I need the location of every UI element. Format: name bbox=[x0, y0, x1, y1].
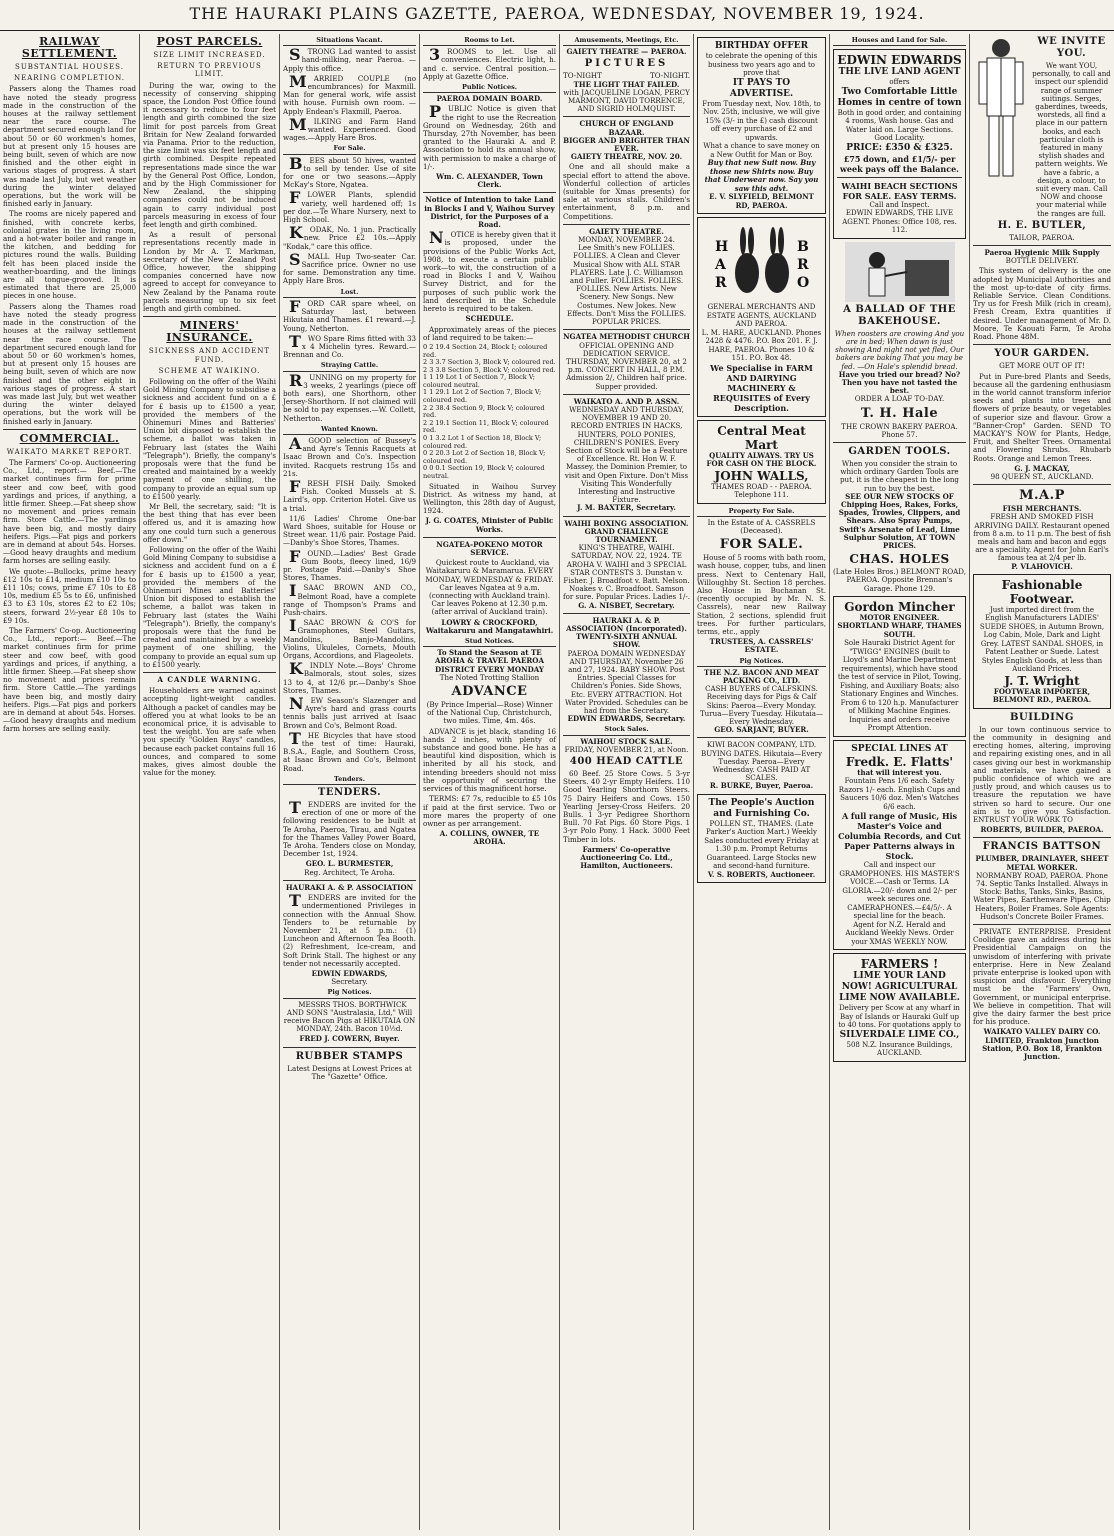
bazaar-text: One and all should make a special effort to attend the above. Wonderful collection of articles (suitable for Xmas presents) for sale at various stalls. Children's entertainment, 8 p.m. and Competitions. bbox=[563, 162, 690, 221]
ad-text: Both in good order, and containing 4 rooms, Wash house. Gas and Water laid on. Large Sections. Good Locality. bbox=[837, 108, 962, 143]
classified-heading: Wanted Known. bbox=[283, 425, 416, 435]
film-title: THE LIGHT THAT FAILED. bbox=[573, 79, 680, 89]
bacon-title: THE N.Z. BACON AND MEAT PACKING CO., LTD. bbox=[704, 667, 819, 685]
headline-railway: RAILWAY SETTLEMENT. bbox=[21, 35, 118, 60]
ad-text: QUALITY ALWAYS. TRY US FOR CASH ON THE BLOCK. bbox=[706, 450, 817, 468]
enterprise-text: PRIVATE ENTERPRISE. President Coolidge gave an address during his Presidential Campaign on the unwisdom of interfering with private enterprise. Here in New Zealand private enterprise is looked upon with suspicion and disfavour. Everything must be the "Farmers' Own, Government, or municipal enterprise. We believe in competition. That will give the dairy farmer the best price for his produce. bbox=[973, 927, 1111, 1027]
mincher-ad bbox=[833, 596, 966, 737]
stock-date: FRIDAY, NOVEMBER 21, at Noon. bbox=[564, 744, 689, 754]
baker-name: T. H. Hale bbox=[860, 405, 939, 421]
mackay-address: 98 QUEEN ST., AUCKLAND. bbox=[990, 471, 1094, 481]
article-text: Mr Bell, the secretary, said: "It is the best thing that has ever been offered us, and it is amazing how any one could turn such a generous offer down." bbox=[143, 501, 276, 544]
milk-title: Paeroa Hygienic Milk Supply bbox=[984, 248, 1100, 258]
ad-text: Two Comfortable Little Homes in centre of town bbox=[837, 86, 962, 108]
signature: J. G. COATES, Minister of Public Works. bbox=[425, 516, 554, 534]
svg-text:R: R bbox=[714, 275, 727, 291]
holes-address: (Late Holes Bros.) BELMONT ROAD, PAEROA. Opposite Brennan's Garage. Phone 129. bbox=[833, 567, 966, 593]
ad-text: What a chance to save money on a New Outfit for Man or Boy. bbox=[703, 142, 820, 159]
divider bbox=[973, 344, 1111, 345]
classified-ad: RUNNING on my property for 3 weeks, 2 yearlings (piece off both ears), one Shorthorn, other Jersey-Shorthorn. If not claimed will be sold to pay expenses.—W. Collett, Netherton. bbox=[283, 370, 416, 423]
classified-heading: Stud Notices. bbox=[423, 637, 556, 647]
signature: J. M. BAXTER, Secretary. bbox=[577, 503, 676, 513]
classified-ad: TENDERS are invited for the undermentioned Privileges in connection with the Annual Show. Tenders to be returnable by November 21, at 5 p.m.: (1) Luncheon and Afternoon Tea Booth. (2) Refreshment, Ice-cream, and Soft Drink Stall. The highest or any tender not necessarily accepted. bbox=[283, 891, 416, 968]
article-text: The Farmers' Co-op. Auctioneering Co., Ltd., report:— Beef.—The market continues firm for prime steer and cow beef, with good yardings and prices, if anything, a little firmer. Sheep.—Fat sheep show no movement and prices remain firm. Store Cattle.—The yardings have been big, and mostly dairy heifers. Pigs.—Fat pigs and porkers are in demand at about 54s. Horses.—Good heavy draughts and medium farm horses are selling easily. bbox=[3, 457, 136, 566]
ad-text: Agent for N.Z. Herald and Auckland Weekly News. Order your XMAS WEEKLY NOW. bbox=[845, 920, 954, 946]
ad-text: Call and inspect our GRAMOPHONES. HIS MASTER'S VOICE.—Cash or Terms. LA GLORIA.—20/- down and 2/- per week secures one. CAMERAPHONES.—£4/5/-. A special line for the beach. bbox=[839, 861, 960, 921]
classified-heading: Amusements, Meetings, Etc. bbox=[563, 36, 690, 46]
classified-heading: Pig Notices. bbox=[697, 657, 826, 667]
public-notice: PUBLIC Notice is given that the right to use the Recreation Ground on Wednesday, 26th and Thursday, 27th November, has been granted to the Hauraki A. and P. Association to hold its annual show, with permission to make a charge of 1/-. bbox=[423, 102, 556, 171]
article-text: The rooms are nicely papered and finished, with concrete kerbs, colonial grates in the living room, and a hot-water boiler and range in the kitchen, and bedding for pictures round the walls. Building felt has been placed inside the weather-boarding, and the linings are all tongue-grooved. It is estimated that there are 25,000 pieces in one house. bbox=[3, 209, 136, 301]
follies-date: MONDAY, NOVEMBER 24. bbox=[578, 235, 675, 245]
classified-ad: 3ROOMS to let. Use all conveniences. Electric light, h. and c. service. Central position.—Apply at Gazette Office. bbox=[423, 45, 556, 81]
plumber-sub: PLUMBER, DRAINLAYER, SHEET METAL WORKER. bbox=[975, 854, 1109, 872]
for-sale-title: FOR SALE. bbox=[719, 537, 804, 553]
ballad-text: ORDER A LOAF TO-DAY. bbox=[854, 394, 945, 404]
ad-title: Central Meat Mart bbox=[717, 423, 806, 452]
ad-title: Gordon Mincher bbox=[844, 599, 955, 614]
ad-title: Fashionable Footwear. bbox=[1001, 577, 1083, 606]
garden-tools-title: GARDEN TOOLS. bbox=[848, 445, 951, 457]
garden-title: YOUR GARDEN. bbox=[994, 348, 1090, 360]
ad-text: Sole Hauraki District Agent for "TWIGG" ENGINES (built to Lloyd's and Marine Department requirements), which have stood the test of service in Pilot, Towing, Fishing, and Auxiliary Boats; also Stationary Engines and Winches. From 6 to 120 h.p. Manufacturer of Milking Machine Engines. Inquiries and orders receive Prompt Attention. bbox=[837, 639, 962, 733]
stock-list: 60 Beef. 25 Store Cows. 5 3-yr Steers. 40 2-yr Empty Heifers. 110 Good Yearling Shorthorn Steers. 75 Dairy Heifers and Cows. 150 Yearling Jersey-Cross Heifers. 20 Bulls. 1 3-yr Pedigree Shorthorn Bull. 70 Fat Pigs. 60 Store Pigs. 1 3-yr Polo Pony. 1 Hack. 3000 Feet Timber in lots. bbox=[563, 769, 690, 844]
assoc-title: HAURAKI A. & P. ASSOCIATION bbox=[285, 882, 414, 892]
bazaar-title: CHURCH OF ENGLAND BAZAAR. bbox=[579, 119, 674, 137]
ad-title: J. T. Wright bbox=[1004, 673, 1080, 688]
ad-text: POLLEN ST., THAMES. (Late Parker's Auction Mart.) Weekly Sales conducted every Friday at 1.30 p.m. Prompt Returns Guaranteed. Large Stocks new and second-hand furniture. bbox=[704, 819, 819, 871]
ad-text: We Specialise in FARM AND DAIRYING MACHINERY & REQUISITES of Every Description. bbox=[710, 362, 813, 413]
church-text: OFFICIAL OPENING AND DEDICATION SERVICE. bbox=[579, 340, 674, 358]
ad-text: FOOTWEAR IMPORTER, BELMONT RD., PAEROA. bbox=[992, 686, 1092, 705]
boxing-title: WAIHI BOXING ASSOCIATION. bbox=[564, 518, 689, 528]
classified-ad: 11/6 Ladies' Chrome One-bar Ward Shoes, suitable for House or Street wear. 11/6 pair. Postage Paid.—Danby's Shoe Stores, Thames. bbox=[283, 513, 416, 548]
divider bbox=[423, 537, 556, 538]
ad-text: THAMES ROAD - - PAEROA. Telephone 111. bbox=[711, 482, 812, 499]
divider bbox=[143, 672, 276, 673]
article-text: During the war, owing to the necessity of conserving shipping space, the London Post Office found it necessary to reduce to four feet length and girth combined the size limit for post parcels from Great Britain for New Zealand forwarded via Panama. Prior to the reduction, the size limit was six feet length and girth combined. Despite repeated representations made since the war by the General Post Office, London, and by the High Commissioner for New Zealand, the shipping companies could not be induced again to carry individual post parcels measuring in excess of four feet length and girth combined. bbox=[143, 80, 276, 230]
article-text: Passers along the Thames road have noted the steady progress made in the construction of the houses at the railway settlement near the race course. The department secured enough land for about 50 or 60 workmen's homes, but at present only 15 houses are being built, seven of which are now finished and the other eight in various stages of progress. A start was made last July, but wet weather during the winter delayed operations, but the work will be finished early in January. bbox=[3, 301, 136, 426]
classified-ad: AGOOD selection of Bussey's and Ayre's Tennis Racquets at Isaac Brown and Co's. Inspection invited. Racquets restrung 15s and 21s. bbox=[283, 433, 416, 478]
tailor-address: TAILOR, PAEROA. bbox=[1009, 232, 1075, 242]
ad-title: FARMERS ! bbox=[860, 957, 939, 972]
mackay-name: G. J. MACKAY, bbox=[1014, 463, 1070, 473]
public-notice: NOTICE is hereby given that it is proposed, under the provisions of the Public Works Act, 1908, to execute a certain public work—to wit, the construction of a road in Blocks I and V, Waihou Survey District, and for the purposes of such public work the land described in the Schedule hereto is required to be taken. bbox=[423, 228, 556, 314]
film-cast: with JACQUELINE LOGAN, PERCY MARMONT, DAVID TORRENCE, AND SIGRID HOLMQUIST. bbox=[563, 87, 690, 114]
classified-ad: SMALL Hup Two-seater Car. Sacrifice price. Owner no use for same. Demonstration any time. Apply Hare Bros. bbox=[283, 249, 416, 286]
ad-title: EDWIN EDWARDS bbox=[837, 53, 962, 68]
classified-ad: ISAAC BROWN AND CO., Belmont Road, have a complete range of Thompson's Prams and Push-chairs. bbox=[283, 581, 416, 617]
headline-post-parcels: POST PARCELS. bbox=[156, 35, 263, 48]
divider bbox=[423, 192, 556, 193]
classified-heading: Tenders. bbox=[283, 775, 416, 785]
ad-title: JOHN WALLS, bbox=[714, 468, 809, 483]
map-sign: P. VLAHOVICH. bbox=[1011, 561, 1073, 571]
ad-sign: E. V. SLYFIELD, BELMONT RD, PAEROA. bbox=[709, 192, 814, 210]
schedule-title: SCHEDULE. bbox=[465, 314, 514, 324]
ad-text: £75 down, and £1/5/- per week pays off the Balance. bbox=[840, 153, 959, 174]
kiwi-text: KIWI BACON COMPANY, LTD. BUYING DATES. Hikutaia—Every Tuesday. Paeroa—Every Wednesday. CASH PAID AT SCALES. bbox=[700, 740, 823, 783]
divider bbox=[973, 484, 1111, 485]
classified-ad: MILKING and Farm Hand wanted. Experienced. Good wages.—Apply Hare Bros. bbox=[283, 114, 416, 143]
column-1 bbox=[0, 34, 140, 1530]
svg-text:R: R bbox=[796, 257, 809, 273]
map-text: FRESH AND SMOKED FISH ARRIVING DAILY. Restaurant opened from 8 a.m. to 11 p.m. The best of fish meals and ham and bacon and eggs are a speciality. Agent for John Earl's famous tea at 2/4 per lb. bbox=[973, 512, 1111, 563]
svg-text:H: H bbox=[714, 239, 728, 255]
classified-heading: Situations Vacant. bbox=[283, 36, 416, 46]
signature: G. A. NISBET, Secretary. bbox=[578, 600, 675, 610]
theatre-title: GAIETY THEATRE — PAEROA. bbox=[566, 47, 687, 57]
subhead: RETURN TO PREVIOUS LIMIT. bbox=[157, 62, 262, 79]
estate-text: House of 5 rooms with bath room, wash house, copper, tubs, and linen press. Next to Centenary Hall, Willoughby St. Section 18 perches. Also House in Buchanan St. (recently occupied by Mr. N. S. Cassrels), near new Railway Station, 2 sections, splendid fruit trees. For further particulars, terms, etc., apply bbox=[697, 553, 826, 636]
classified-ad: KODAK, No. 1 jun. Practically new. Price £2 10s.—Apply "Kodak," care this office. bbox=[283, 223, 416, 251]
enterprise-sign: WAIKATO VALLEY DAIRY CO. LIMITED, Frankton Junction Station, P.O. Box 18, Frankton Junction. bbox=[982, 1027, 1102, 1062]
classified-heading: Public Notices. bbox=[423, 83, 556, 93]
subhead: SIZE LIMIT INCREASED. bbox=[153, 51, 266, 59]
headline-commercial: COMMERCIAL. bbox=[19, 431, 120, 445]
schedule-row: 0 2 20.3 Lot 2 of Section 18, Block V; coloured red. bbox=[423, 449, 546, 465]
ad-sign: V. S. ROBERTS, Auctioneer. bbox=[707, 869, 816, 879]
divider bbox=[973, 924, 1111, 925]
ballad-text: When roosters are crowing And you are in bed; When dawn is just showing And night not yet fled, Our bakers are baking That you may be fed. —On Hale's splendid bread. bbox=[834, 328, 965, 371]
ad-text: MOTOR ENGINEER. SHORTLAND WHARF, THAMES SOUTH. bbox=[837, 612, 962, 639]
article-text: We quote:—Bullocks, prime heavy £12 10s to £14, medium £10 10s to £11 10s; cows, prime £7 10s to £8 10s, medium £5 5s to £6, unfinished £3 to £3 10s, stores £2 to £2 10s; steers, forward 2½-year £8 10s to £9 10s. bbox=[3, 566, 136, 625]
subhead: SUBSTANTIAL HOUSES. bbox=[15, 63, 124, 71]
ballad-title: A BALLAD OF THE BAKEHOUSE. bbox=[843, 303, 956, 327]
ad-text: LIME YOUR LAND NOW! AGRICULTURAL LIME NOW AVAILABLE. bbox=[839, 971, 960, 1004]
ad-text: We want YOU, personally, to call and inspect our splendid range of summer suitings. Serges, gaberdines, tweeds, worsteds, all find a place in our pattern books, and each particular cloth is featured in many stylish shades and pattern weights. We have a fabric, a design, a colour, to suit every man. Call NOW and choose your material while the ranges are full. bbox=[1032, 61, 1111, 218]
classified-ad: STRONG Lad wanted to assist hand-milking, near Paeroa. —Apply this office. bbox=[283, 45, 416, 73]
bacon-text: CASH BUYERS of CALFSKINS. Receiving days for Pigs & Calf Skins: Paeroa—Every Monday. Turua—Every Tuesday. Hikutaia—Every Wednesday. bbox=[699, 684, 824, 726]
signature: R. BURKE, Buyer, Paeroa. bbox=[709, 781, 814, 791]
divider bbox=[833, 442, 966, 443]
schedule-row: 0 1 3.2 Lot 1 of Section 18, Block V; coloured red. bbox=[423, 434, 542, 450]
classified-ad: KINDLY Note.—Boys' Chrome Balmorals, stout soles, sizes 13 to 4, at 12/6 pr.—Danby's Shoe Stores, Thames. bbox=[283, 659, 416, 695]
classified-heading: Straying Cattle. bbox=[283, 361, 416, 371]
classified-heading: Stock Sales. bbox=[563, 725, 690, 735]
divider bbox=[563, 116, 690, 117]
tailor-name: H. E. BUTLER, bbox=[997, 219, 1087, 231]
estate-text: In the Estate of A. CASSRELS (Deceased). bbox=[707, 517, 816, 535]
stud-text: ADVANCE is jet black, standing 16 hands 2 inches, with plenty of substance and good bone. He has a beautiful kind disposition, which is inherited by all his stock, and intending breeders should not miss the opportunity of securing the services of this magnificent horse. bbox=[423, 726, 556, 794]
classified-heading: Lost. bbox=[283, 288, 416, 298]
classified-ad: FLOWER Plants, splendid variety, well hardened off; 1s per doz.—Te Whare Nursery, next to High School. bbox=[283, 188, 416, 225]
show-title: HAURAKI A. & P. ASSOCIATION (Incorporated). bbox=[566, 615, 687, 633]
follies-text: Lee Smith's new FOLLIES. FOLLIES. A Clean and Clever Musical Show with ALL STAR PLAYERS. Late J. C. Williamson and Fuller. FOLLIES. FOLLIES. FOLLIES. New Artists. New Scenery. New Songs. New Costumes. New Jokes. New Effects. Don't Miss the FOLLIES. POPULAR PRICES. bbox=[567, 243, 686, 327]
article-text: Householders are warned against accepting light-weight candles. Although a packet of candles may be offered you at what looks to be an economical price, it is advisable to test the weight. You are safe when you specify "Golden Rays" candles, because each packet contains full 16 ounces, and compared to some makes, gives almost double the value for the money. bbox=[143, 686, 276, 778]
ad-text: WAIHI BEACH SECTIONS FOR SALE. EASY TERMS. bbox=[841, 180, 958, 201]
garden-sub: GET MORE OUT OF IT! bbox=[999, 361, 1085, 371]
column-7 bbox=[830, 34, 970, 1530]
subhead: WAIKATO MARKET REPORT. bbox=[6, 447, 133, 456]
show-text: PAEROA DOMAIN WEDNESDAY AND THURSDAY, November 26 and 27, 1924. BABY SHOW. Post Entries. Special Classes for Children's Ponies. Side Shows, Etc. EVERY ATTRACTION. Hot Water Provided. Schedules can be had from the Secretary. bbox=[565, 648, 688, 716]
ad-title: THE LIVE LAND AGENT bbox=[838, 67, 961, 78]
article-text: As a result of personal representations recently made in London by Mr A. T. Markman, secretary of the New Zealand Post Office, however, the shipping companies concerned have now agreed to accept for conveyance to New Zealand by the Panama route parcels measuring up to six feet length and girth combined. bbox=[143, 230, 276, 314]
ad-price: PRICE: £350 & £325. bbox=[846, 142, 953, 153]
map-sub: FISH MERCHANTS. bbox=[1002, 504, 1082, 514]
signature: Secretary. bbox=[331, 977, 368, 987]
column-2 bbox=[140, 34, 280, 1530]
divider bbox=[697, 737, 826, 738]
garden-text: Put in Pure-bred Plants and Seeds, because all the gardening enthusiasm in the world cannot transform inferior seeds and plants into trees and flowers of prize beauty, or vegetables of superior size and flavour. Grow a "Banner-Crop" Garden. SEND TO MACKAY'S NOW for Plants, Hedge, Fruit, and Shelter Trees. Ornamental and Flowering Shrubs. Rhubarb Roots. Orange and Lemon Trees. bbox=[973, 371, 1111, 463]
masthead: THE HAURAKI PLAINS GAZETTE, PAEROA, WEDNESDAY, NOVEMBER 19, 1924. bbox=[0, 4, 1114, 31]
classified-heading: Pig Notices. bbox=[283, 988, 416, 998]
schedule-row: 2 3 3.8 Section 5, Block V; coloured red. bbox=[423, 365, 556, 374]
divider bbox=[283, 1047, 416, 1048]
subhead: SCHEME AT WAIKINO. bbox=[158, 366, 261, 375]
column-3 bbox=[280, 34, 420, 1530]
show-text: TWENTY-SIXTH ANNUAL SHOW. bbox=[575, 632, 678, 650]
ad-text: Delivery per Scow at any wharf in Bay of Islands or Hauraki Gulf up to 40 tons. For quotations apply to bbox=[838, 1004, 961, 1030]
signature: Reg. Architect, Te Aroha. bbox=[304, 867, 395, 877]
svg-text:O: O bbox=[796, 275, 809, 291]
plumber-name: FRANCIS BATTSON bbox=[982, 841, 1102, 853]
map-title: M.A.P bbox=[1019, 488, 1065, 504]
ad-text: IT PAYS TO ADVERTISE. bbox=[729, 77, 794, 99]
baker-illustration bbox=[845, 242, 955, 302]
divider bbox=[973, 837, 1111, 838]
subhead: SICKNESS AND ACCIDENT FUND. bbox=[148, 347, 271, 364]
classified-ad: TENDERS are invited for the erection of one or more of the following residences to be built at Te Aroha, Paeroa, Tirau, and Ngatea for the Thames Valley Power Board, Te Aroha. Tenders close on Monday, December 1st, 1924. bbox=[283, 798, 416, 859]
ad-text: Just imported direct from the English Manufacturers LADIES' SUEDE SHOES, in Autumn Brown, Log Cabin, Mole, Dark and Light Grey. LATEST SANDAL SHOES, in Patent Leather or Suede. Latest Styles English Goods, at less than Auckland Prices. bbox=[979, 605, 1105, 674]
ad-text: offers bbox=[889, 78, 910, 87]
lime-ad bbox=[833, 953, 966, 1062]
building-sign: ROBERTS, BUILDER, PAEROA. bbox=[980, 825, 1104, 835]
ad-text: L. M. HARE, AUCKLAND. Phones 2428 & 4476. P.O. Box 201. F. J. HARE, PAEROA. Phones 10 & 151. P.O. Box 48. bbox=[701, 328, 822, 362]
footwear-ad bbox=[973, 574, 1111, 709]
baker-address: THE CROWN BAKERY PAEROA. Phone 57. bbox=[841, 421, 958, 439]
column-8 bbox=[970, 34, 1114, 1530]
follies-title: GAIETY THEATRE. bbox=[589, 226, 664, 236]
ad-text: GENERAL MERCHANTS AND ESTATE AGENTS, AUCKLAND AND PAEROA. bbox=[706, 303, 817, 328]
ad-text: SPECIAL LINES AT bbox=[851, 743, 948, 754]
ad-text: From Tuesday next, Nov. 18th, to Nov. 25th, inclusive, we will give 15% (3/- in the £) cash discount off every purchase of £2 and upwards. bbox=[702, 99, 821, 142]
ad-title: Fredk. E. Flatts' bbox=[845, 754, 954, 769]
classified-ad: BEES about 50 hives, wanted to sell by tender. Use of site for one or two seasons.—Apply McKay's Store, Ngatea. bbox=[283, 153, 416, 190]
schedule-row: 2 2 38.4 Section 9, Block V; coloured red. bbox=[423, 403, 545, 420]
ad-text: 508 N.Z. Insurance Buildings, AUCKLAND. bbox=[846, 1040, 953, 1058]
signature: EDWIN EDWARDS, bbox=[311, 968, 388, 978]
show-text: RECORD ENTRIES IN HACKS, HUNTERS, POLO PONIES, CHILDREN'S PONIES. Every Section of Stock will be a Feature of Excellence. Rt. Hon W. F. Massey, the Dominion Premier, to visit and Open Fixture. Don't Miss Visiting This Wonderfully Interesting and Instructive Fixture. bbox=[564, 421, 689, 505]
divider bbox=[563, 613, 690, 614]
signature: EDWIN EDWARDS, Secretary. bbox=[567, 714, 686, 724]
ad-title: SILVERDALE LIME CO., bbox=[839, 1029, 960, 1040]
building-title: BUILDING bbox=[1010, 711, 1074, 723]
schedule-row: 1 1 19 Lot 1 of Section 7, Block V; coloured neutral. bbox=[423, 373, 535, 389]
divider bbox=[837, 177, 962, 178]
classified-ad: NEW Season's Slazenger and Ayre's hard and grass courts tennis balls just arrived at Isaac Brown and Co's, Belmont Road. bbox=[283, 694, 416, 730]
signature: GEO. L. BURMESTER, bbox=[305, 859, 394, 869]
bazaar-text: GAIETY THEATRE, NOV. 20. bbox=[570, 152, 683, 162]
classified-heading: Rooms to Let. bbox=[423, 36, 556, 46]
ad-text: to celebrate the opening of this business two years ago and to prove that bbox=[705, 52, 818, 77]
church-title: NGATEA METHODIST CHURCH bbox=[563, 332, 690, 342]
motor-service-text: Quickest route to Auckland, via Waitakaruru & Maramarua. EVERY MONDAY, WEDNESDAY & FRIDAY. Car leaves Ngatea at 9 a.m. (connecting with Auckland train). Car leaves Pokeno at 12.30 p.m. (after arrival of Auckland train). bbox=[425, 558, 554, 617]
article-text: Passers along the Thames road have noted the steady progress made in the construction of the houses at the railway settlement near the race course. The department secured enough land for about 50 or 60 workmen's homes, but at present only 15 houses are being built, seven of which are now finished and the other eight in various stages of progress. A start was made last July, but wet weather during the winter delayed operations, but the work will be finished early in January. bbox=[3, 84, 136, 209]
stock-head: 400 HEAD CATTLE bbox=[569, 756, 684, 768]
rubber-stamps: RUBBER STAMPS bbox=[295, 1050, 404, 1062]
ballad-text: Have you tried our bread? No? Then you have not tasted the best. bbox=[838, 369, 961, 396]
stud-text: To Stand the Season at TE AROHA & TRAVEL PAEROA DISTRICT EVERY MONDAY bbox=[435, 648, 544, 674]
article-text: The Farmers' Co-op. Auctioneering Co., Ltd., report:— Beef.—The market continues firm for prime steer and cow beef, with good yardings and prices, if anything, a little firmer. Sheep.—Fat sheep show no movement and prices remain firm. Store Cattle.—The yardings have been big, and mostly dairy heifers. Pigs.—Fat pigs and porkers are in demand at about 54s. Horses.—Good heavy draughts and medium farm horses are selling easily. bbox=[3, 626, 136, 734]
tailor-ad bbox=[973, 34, 1111, 218]
plumber-text: NORMANBY ROAD, PAEROA. Phone 74. Septic Tanks Installed. Always in Stock: Baths, Tanks, Sinks, Basins, Water Pipes, Earthenware Pipes, Chip Heaters, Boiler Frames. Sole Agents: Hudson's Concrete Boiler Frames. bbox=[973, 870, 1111, 921]
stallion-name: ADVANCE bbox=[451, 684, 528, 700]
article-text: Following on the offer of the Waihi Gold Mining Company to subsidise a sickness and accident fund on a £ for £ basis up to £1500 a year, provided the members of the Ohinemuri Mines and Batteries' Union bit disposed to establish the scheme, a ballot was taken in February last (states the Waihi "Telegraph"). Briefly, the company's proposals were that the fund be created and maintained by a weekly payment of one shilling, the company to provide an equal sum up to £1500 yearly. bbox=[143, 376, 276, 501]
notice-title: PAEROA DOMAIN BOARD. bbox=[436, 94, 543, 104]
schedule-row: 0 0 0.1 Section 19, Block V; coloured neutral. bbox=[423, 464, 545, 480]
ad-text: Buy that new Suit now. Buy those new Shirts now. Buy that Underwear now. Say you saw this advt. bbox=[704, 158, 819, 193]
man-in-suit-illustration bbox=[973, 34, 1029, 184]
rubber-stamps-text: Latest Designs at Lowest Prices at The "Gazette" Office. bbox=[287, 1063, 412, 1081]
divider bbox=[563, 394, 690, 395]
ad-text: A full range of Music, His Master's Voice and Columbia Records, and Cut Paper Patterns always in Stock. bbox=[838, 811, 961, 862]
classified-heading: Houses and Land for Sale. bbox=[833, 36, 966, 46]
motor-service-title: NGATEA-POKENO MOTOR SERVICE. bbox=[436, 539, 543, 558]
classified-ad: THE Bicycles that have stood the test of time: Hauraki, B.S.A., Eagle, and Southern Cross, at Isaac Brown and Co's, Belmont Road. bbox=[283, 728, 416, 773]
classified-ad: TWO Spare Rims fitted with 33 x 4 Michelin tyres. Reward.—Brennan and Co. bbox=[283, 331, 416, 360]
ad-title: The People's Auction and Furnishing Co. bbox=[708, 797, 815, 819]
milk-text: This system of delivery is the one adopted by Municipal Authorities and the most up-to-date of city firms. Reliable Service. Clean Conditions. Try us for Fresh Milk (rich in cream), Fresh Cream, Extra quantities if desired. Under management of Mr. D. Moore, Te Kaouati Farm, Te Aroha Road. Phone 48M. bbox=[973, 266, 1111, 342]
divider bbox=[3, 429, 136, 430]
birthday-offer-ad bbox=[697, 37, 826, 214]
milk-sub: BOTTLE DELIVERY. bbox=[1005, 256, 1079, 266]
signature: LOWRY & CROCKFORD, Waitakaruru and Mangatawhiri. bbox=[425, 617, 554, 635]
classified-ad: ISAAC BROWN & CO'S for Gramophones, Steel Guitars, Mandolins, Banjo-Mandolins, Violins, Ukuleles, Cornets, Mouth Organs, Accordions, and Flageolets. bbox=[283, 616, 416, 661]
classified-ad: FRESH FISH Daily. Smoked Fish. Cooked Mussels at S. Laird's, opp. Criterion Hotel. Give us a trial. bbox=[283, 476, 416, 513]
estate-sign: TRUSTEES, A. CASSRELS' ESTATE. bbox=[709, 637, 814, 655]
show-title: WAIKATO A. AND P. ASSN. bbox=[573, 396, 680, 406]
subhead: A CANDLE WARNING. bbox=[157, 675, 262, 685]
schedule-row: 2 2 19.1 Section 11, Block V; coloured red. bbox=[423, 418, 549, 435]
divider bbox=[283, 880, 416, 881]
stud-text: The Noted Trotting Stallion bbox=[439, 672, 540, 682]
stock-title: WAIHOU STOCK SALE. bbox=[580, 736, 673, 746]
notice-title: Notice of Intention to take Land in Blocks I and V, Waihou Survey District, for the Purposes of a Road. bbox=[424, 195, 555, 230]
stud-text: (By Prince Imperial—Rose) Winner of the National Cup, Christchurch, two miles. Time, 4m. 46s. bbox=[426, 700, 553, 726]
ad-text: Fountain Pens 1/6 each. Safety Razors 1/- each. English Cups and Saucers 10/6 doz. Men's Watches 6/6 each. bbox=[838, 777, 961, 811]
edwin-edwards-ad bbox=[833, 49, 966, 239]
tonight: TO-NIGHT bbox=[563, 71, 602, 81]
divider bbox=[973, 245, 1111, 246]
boxing-text: KING'S THEATRE, WAIHI. SATURDAY, NOV. 22, 1924. TE AROHA V. WAIHI and 3 SPECIAL STAR CONTESTS 3. Dunstan v. Fisher. J. Broadfoot v. Batt. Nelson. Noakes v. C. Broadfoot. Samson for sure. Popular Prices. Ladies 1/-. bbox=[563, 543, 691, 602]
subhead: NEARING COMPLETION. bbox=[13, 74, 126, 83]
ad-title: BIRTHDAY OFFER bbox=[714, 41, 809, 51]
classified-ad: MARRIED COUPLE (no encumbrances) for Maxmill. Man for general work, wife assist with house. Furnish own room. —Apply Endean's Flaxmill, Paeroa. bbox=[283, 71, 416, 116]
flatts-ad bbox=[833, 740, 966, 951]
signature: Wm. C. ALEXANDER, Town Clerk. bbox=[436, 172, 543, 190]
garden-tools-text: When you consider the strain to which ordinary Garden Tools are put, it is the cheapest in the long run to buy the best. bbox=[840, 458, 959, 493]
ad-title: WE INVITE YOU. bbox=[1037, 36, 1106, 59]
classified-heading: Property For Sale. bbox=[697, 507, 826, 517]
schedule-row: 0 2 19.4 Section 24, Block I; coloured red. bbox=[423, 342, 548, 359]
holes-name: CHAS. HOLES bbox=[849, 552, 950, 567]
boxing-text: GRAND CHALLENGE TOURNAMENT. bbox=[584, 526, 669, 544]
stock-auctioneer: Farmers' Co-operative Auctioneering Co. Ltd., Hamilton, Auctioneers. bbox=[580, 844, 673, 871]
ad-text: EDWIN EDWARDS, THE LIVE AGENT. Phones: Office 108, res. 112. bbox=[842, 209, 957, 235]
column-5 bbox=[560, 34, 694, 1530]
column-4 bbox=[420, 34, 560, 1530]
hare-bros-ad bbox=[697, 217, 826, 417]
tonight: TO-NIGHT. bbox=[649, 71, 690, 81]
divider bbox=[143, 316, 276, 317]
ad-text: that will interest you. bbox=[857, 767, 942, 777]
divider bbox=[563, 329, 690, 330]
column-6 bbox=[694, 34, 830, 1530]
signature: GEO. SARJANT, BUYER. bbox=[714, 725, 809, 735]
meat-mart-ad bbox=[697, 420, 826, 504]
signature: A. COLLINS, OWNER, TE AROHA. bbox=[439, 829, 540, 847]
article-text: Following on the offer of the Waihi Gold Mining Company to subsidise a sickness and accident fund on a £ for £ basis up to £1500 a year, provided the members of the Ohinemuri Mines and Batteries' Union bit disposed to establish the scheme, a ballot was taken in February last (states the Waihi "Telegraph"). Briefly, the company's proposals were that the fund be created and maintained by a weekly payment of one shilling, the company to provide an equal sum up to £1500 yearly. bbox=[143, 544, 276, 669]
show-text: WEDNESDAY AND THURSDAY, NOVEMBER 19 AND 20. bbox=[569, 404, 684, 423]
public-notice: Situated in Waihou Survey District. As witness my hand, at Wellington, this 28th day of August, 1924. bbox=[423, 481, 556, 516]
classified-ad: MESSRS THOS. BORTHWICK AND SONS "Australasia, Ltd," Will receive Bacon Pigs at HIKUTAIA ON MONDAY, 24th. Bacon 10½d. bbox=[283, 999, 416, 1034]
headline-miners: MINERS' INSURANCE. bbox=[166, 319, 253, 345]
rabbits-illustration bbox=[707, 223, 817, 301]
classified-ad: FORD CAR spare wheel, on Saturday last, between Hikutaia and Thames. £1 reward.—J. Young, Netherton. bbox=[283, 296, 416, 333]
divider bbox=[563, 516, 690, 517]
public-notice: Approximately areas of the pieces of land required to be taken:— bbox=[423, 324, 556, 342]
svg-text:B: B bbox=[796, 239, 809, 255]
bazaar-text: BIGGER AND BRIGHTER THAN EVER. bbox=[563, 135, 690, 154]
schedule-row: 2 3 3.7 Section 3, Block V; coloured red. bbox=[423, 358, 556, 367]
classified-heading: For Sale. bbox=[283, 144, 416, 154]
stud-text: TERMS: £7 7s, reducible to £5 10s if paid at the first service. Two or more mares the property of one owner as per arrangement. bbox=[423, 794, 556, 828]
signature: FRED J. COWERN, Buyer. bbox=[299, 1034, 400, 1044]
ad-text: Call and Inspect. bbox=[869, 200, 930, 209]
pictures: PICTURES bbox=[584, 58, 669, 70]
building-text: In our town continuous service to the community in designing and erecting homes, altering, improving and repairing existing ones, and in all cases giving our best in workmanship and materials, we have gained a public confidence of which we are justly proud, and which causes us to treasure the reputation we have striven so hard to secure. Our one aim is to give you Satisfaction. ENTRUST YOUR WORK TO bbox=[973, 724, 1111, 824]
svg-text:A: A bbox=[714, 257, 726, 273]
schedule-row: 1 1 29.1 Lot 2 of Section 7, Block V; coloured red. bbox=[423, 388, 542, 405]
garden-tools-text: SEE OUR NEW STOCKS OF Chipping Hoes, Rakes, Forks, Spades, Trowles, Clippers, and Shears. Also Spray Pumps, Swift's Arsenate of Lead, Lime Sulphur Solution, AT TOWN PRICES. bbox=[838, 491, 961, 550]
divider bbox=[563, 224, 690, 225]
classified-ad: FOUND.—Ladies' Best Grade Gum Boots, fleecy lined, 16/9 pr. Postage Paid.—Danby's Shoe Stores, Thames. bbox=[283, 546, 416, 583]
auction-ad bbox=[697, 794, 826, 884]
tailor-text-block bbox=[1032, 34, 1111, 218]
church-text: THURSDAY, NOVEMBER 20, at 2 p.m. CONCERT IN HALL, 8 P.M. Admission 2/, Children half price. Supper provided. bbox=[566, 356, 687, 391]
tenders-title: TENDERS. bbox=[317, 787, 382, 799]
